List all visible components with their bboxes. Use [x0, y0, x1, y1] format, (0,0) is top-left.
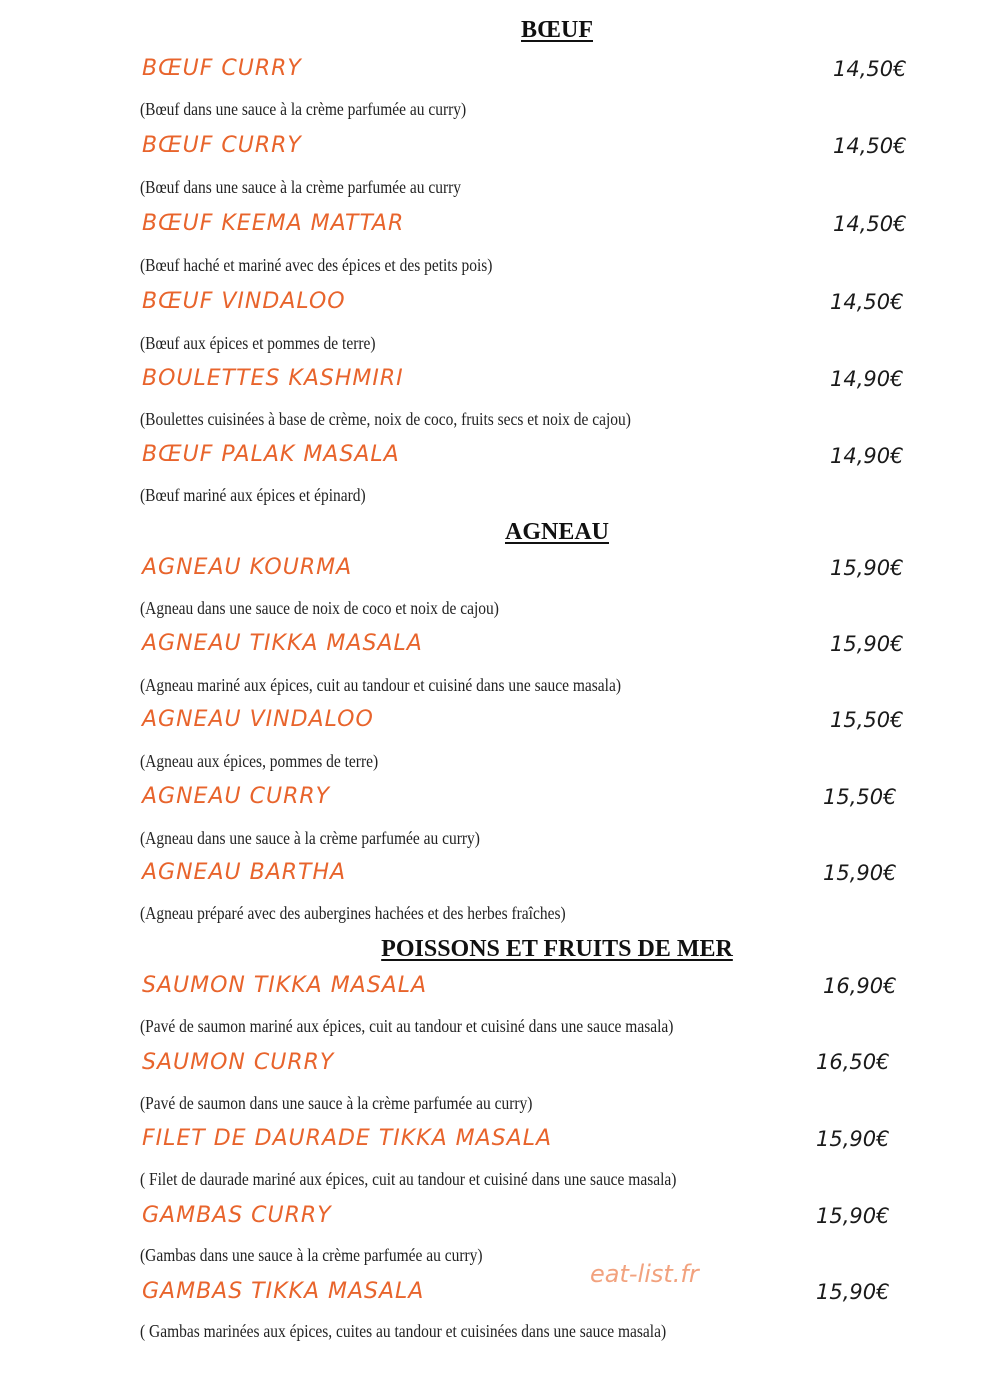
dish-price: 15,90€: [830, 556, 904, 580]
dish-price: 15,90€: [823, 861, 897, 885]
dish-name: BŒUF PALAK MASALA: [142, 442, 400, 467]
dish-name: BŒUF VINDALOO: [142, 289, 346, 314]
dish-price: 14,50€: [833, 134, 907, 158]
dish-description: (Agneau préparé avec des aubergines hachées et des herbes fraîches): [140, 903, 566, 923]
dish-price: 14,50€: [830, 290, 904, 314]
dish-description: ( Filet de daurade mariné aux épices, cuit au tandour et cuisiné dans une sauce masala): [140, 1169, 677, 1189]
dish-description: (Agneau aux épices, pommes de terre): [140, 751, 379, 771]
dish-description: (Gambas dans une sauce à la crème parfumée au curry): [140, 1245, 483, 1265]
dish-description: (Agneau dans une sauce de noix de coco et noix de cajou): [140, 598, 499, 618]
dish-price: 14,50€: [833, 212, 907, 236]
dish-price: 15,90€: [816, 1280, 890, 1304]
dish-name: AGNEAU BARTHA: [142, 860, 347, 885]
dish-price: 14,90€: [830, 367, 904, 391]
dish-description: (Agneau dans une sauce à la crème parfumée au curry): [140, 828, 480, 848]
dish-price: 15,90€: [830, 632, 904, 656]
section-title-boeuf: BŒUF: [521, 17, 593, 43]
dish-description: (Agneau mariné aux épices, cuit au tandour et cuisiné dans une sauce masala): [140, 675, 621, 695]
dish-price: 14,90€: [830, 444, 904, 468]
section-title-agneau: AGNEAU: [504, 519, 610, 545]
dish-description: (Bœuf dans une sauce à la crème parfumée au curry): [140, 99, 467, 119]
dish-price: 15,50€: [830, 708, 904, 732]
dish-name: GAMBAS TIKKA MASALA: [142, 1279, 425, 1304]
section-title-poissons: POISSONS ET FRUITS DE MER: [381, 936, 733, 962]
dish-name: BŒUF KEEMA MATTAR: [142, 211, 405, 236]
dish-description: (Pavé de saumon mariné aux épices, cuit au tandour et cuisiné dans une sauce masala): [140, 1016, 674, 1036]
dish-name: BŒUF CURRY: [142, 133, 302, 158]
dish-description: (Bœuf mariné aux épices et épinard): [140, 485, 366, 505]
dish-name: BOULETTES KASHMIRI: [142, 366, 404, 391]
dish-description: (Bœuf dans une sauce à la crème parfumée au curry: [140, 177, 462, 197]
dish-name: SAUMON CURRY: [142, 1050, 335, 1075]
dish-price: 15,90€: [816, 1204, 890, 1228]
dish-name: SAUMON TIKKA MASALA: [142, 973, 428, 998]
dish-price: 15,50€: [823, 785, 897, 809]
dish-description: (Bœuf haché et mariné avec des épices et des petits pois): [140, 255, 493, 275]
dish-price: 16,90€: [823, 974, 897, 998]
dish-name: AGNEAU KOURMA: [142, 555, 353, 580]
dish-description: (Boulettes cuisinées à base de crème, noix de coco, fruits secs et noix de cajou): [140, 409, 631, 429]
dish-price: 14,50€: [833, 57, 907, 81]
dish-name: FILET DE DAURADE TIKKA MASALA: [142, 1126, 553, 1151]
dish-name: BŒUF CURRY: [142, 56, 302, 81]
dish-price: 16,50€: [816, 1050, 890, 1074]
dish-name: GAMBAS CURRY: [142, 1203, 332, 1228]
dish-description: (Bœuf aux épices et pommes de terre): [140, 333, 376, 353]
watermark-text: eat-list.fr: [590, 1260, 699, 1288]
dish-name: AGNEAU VINDALOO: [142, 707, 374, 732]
dish-description: (Pavé de saumon dans une sauce à la crème parfumée au curry): [140, 1093, 533, 1113]
dish-description: ( Gambas marinées aux épices, cuites au tandour et cuisinées dans une sauce masala): [140, 1321, 667, 1341]
dish-name: AGNEAU TIKKA MASALA: [142, 631, 423, 656]
dish-price: 15,90€: [816, 1127, 890, 1151]
dish-name: AGNEAU CURRY: [142, 784, 331, 809]
